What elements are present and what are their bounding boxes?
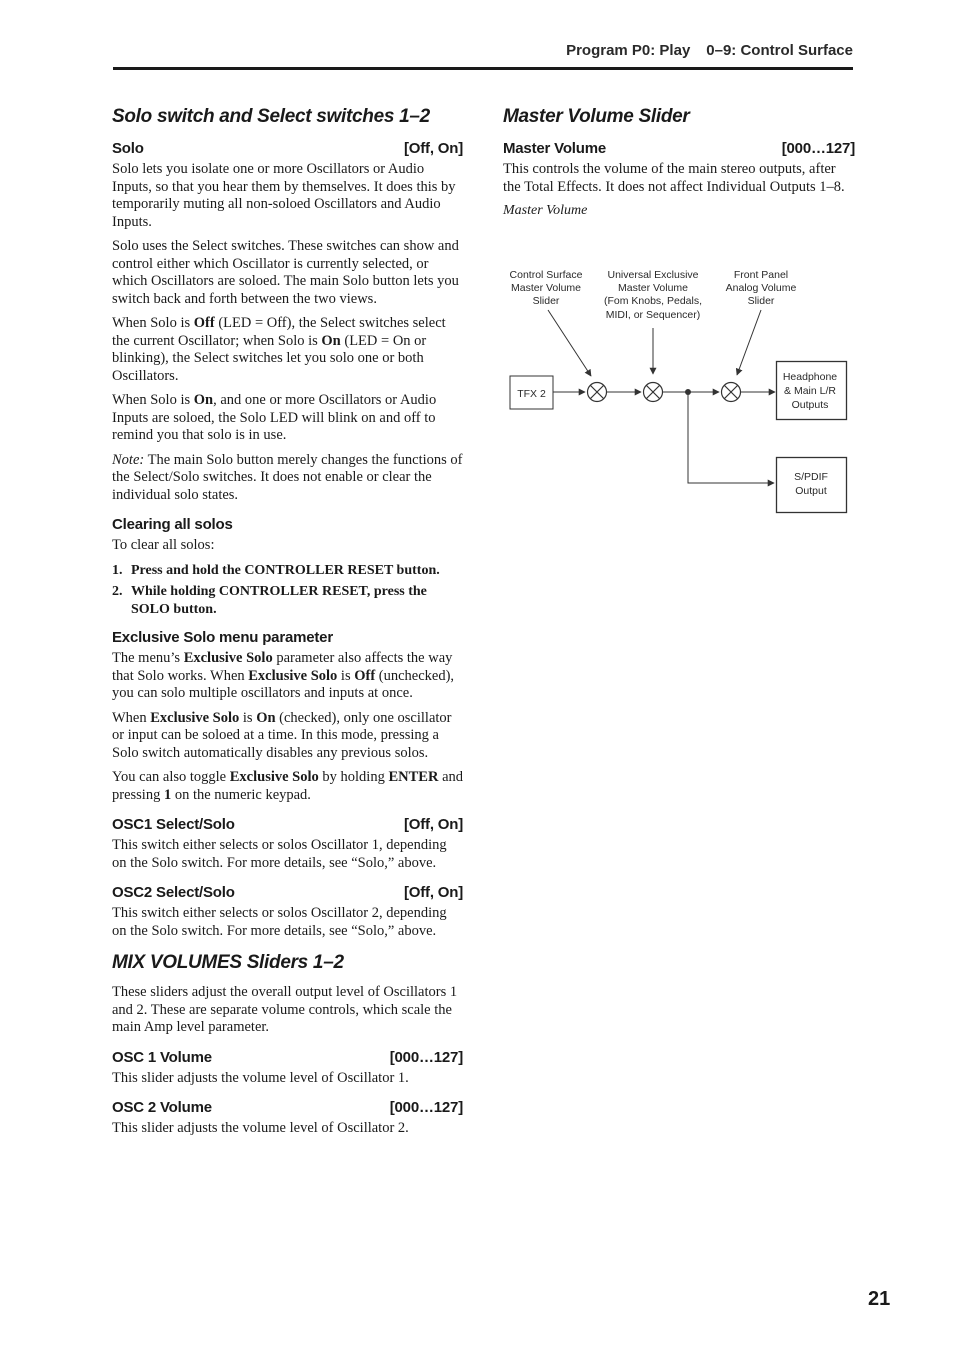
note-label: Note: (112, 451, 145, 468)
text-run: (unchecked), you can solo multiple oscillators and inputs at once. (112, 667, 455, 701)
solo-paragraph-3 (112, 315, 463, 385)
diagram-label-line: Master Volume (510, 282, 582, 294)
text-run: (checked), only one oscillator or input can be soloed at a time. In this mode, pressing a Solo switch automatically disables any previous solos. (112, 709, 452, 761)
osc1-select-heading (112, 816, 463, 833)
text-run: and pressing (112, 769, 463, 803)
clearing-heading (112, 516, 463, 533)
exclusive-heading (112, 629, 463, 646)
output-label-line: Outputs (791, 399, 829, 411)
bold-run: 1 (163, 786, 172, 803)
param-name: OSC1 Select/Solo (112, 816, 235, 833)
bold-run: Exclusive Solo (229, 769, 319, 785)
label-control-surface (510, 269, 583, 307)
output-label-line: S/PDIF (794, 471, 828, 483)
solo-param-heading (112, 140, 463, 157)
text-run: is (239, 709, 257, 726)
clearing-intro: To clear all solos: (112, 537, 215, 553)
clearing-steps (112, 562, 463, 619)
param-name: Solo (112, 140, 144, 157)
solo-paragraph-1: Solo lets you isolate one or more Oscillators or Audio Inputs, so that you hear them by themselves. It does this by temporarily muting all non-soloed Oscillators and Audio Inputs. (112, 161, 456, 230)
osc2-select-text: This switch either selects or solos Oscillator 2, depending on the Solo switch. For more details, see “Solo,” above. (112, 905, 447, 939)
output-label-line: Headphone (782, 371, 838, 383)
diagram-label-line: Front Panel (733, 269, 789, 281)
arrow-control-surface (548, 310, 591, 376)
page-number: 21 (868, 1288, 891, 1310)
text-run: , and one or more Oscillators or Audio Inputs are soloed, the Solo LED will blink on and off to remind you that solo is in use. (112, 392, 437, 443)
bold-run: ENTER (388, 769, 439, 785)
step-text: While holding CONTROLLER RESET, press the SOLO button. (131, 584, 427, 617)
diagram-label-line: Slider (747, 295, 775, 307)
param-range: [000…127] (781, 140, 855, 157)
diagram-label-line: Master Volume (617, 282, 689, 294)
solo-section-heading: Solo switch and Select switches 1–2 (112, 106, 430, 127)
solo-note (112, 452, 463, 505)
text-run: (LED = Off), the Select switches select the current Oscillator; when Solo is (112, 315, 446, 349)
step-text: Press and hold the CONTROLLER RESET button. (131, 562, 440, 578)
solo-paragraph-2: Solo uses the Select switches. These switches can show and control either which Oscillator is currently selected, or which Oscillators are soloed. The main Solo button lets you switch back and forth between the two views. (112, 238, 459, 307)
param-name: Clearing all solos (112, 516, 233, 533)
param-range: [Off, On] (403, 140, 463, 157)
diagram-label-line: (Fom Knobs, Pedals, (603, 295, 703, 307)
master-text: This controls the volume of the main stereo outputs, after the Total Effects. It does not affect Individual Outputs 1–8. (503, 161, 845, 195)
multiplier-icon (588, 383, 607, 402)
text-run: When Solo is (112, 392, 194, 408)
step-item (112, 562, 463, 580)
param-range: [000…127] (389, 1048, 463, 1066)
multiplier-icon (722, 383, 741, 402)
step-item (112, 583, 463, 618)
header-chapter: Program P0: Play (566, 42, 691, 59)
text-run: on the numeric keypad. (171, 786, 311, 803)
master-param-heading (503, 140, 855, 157)
bold-run: Exclusive Solo (150, 709, 240, 726)
text-run: When (112, 709, 151, 726)
page-header (113, 42, 853, 64)
param-name: OSC2 Select/Solo (112, 884, 235, 901)
spdif-branch-line (688, 392, 774, 483)
label-front-panel (726, 269, 797, 307)
bold-run: Exclusive Solo (183, 650, 273, 666)
diagram-caption: Master Volume (503, 203, 588, 218)
text-run: When Solo is (112, 315, 194, 331)
text-run: (LED = On or blinking), the Select switches let you solo one or both Oscillators. (112, 332, 427, 384)
label-universal-exclusive (604, 269, 702, 321)
bold-run: Off (193, 315, 215, 331)
param-name: OSC 2 Volume (112, 1099, 212, 1116)
header-rule (113, 67, 853, 70)
diagram-label-line: Universal Exclusive (607, 269, 699, 281)
left-column (112, 106, 463, 1145)
param-name: Exclusive Solo menu parameter (112, 629, 333, 646)
param-name: OSC 1 Volume (112, 1048, 212, 1066)
right-column (503, 106, 855, 227)
mix-section-heading: MIX VOLUMES Sliders 1–2 (112, 952, 344, 973)
osc1-volume-text: This slider adjusts the volume level of Oscillator 1. (112, 1069, 409, 1086)
diagram-label-line: Slider (532, 295, 560, 307)
diagram-label-line: Analog Volume (725, 282, 797, 294)
master-volume-diagram (503, 258, 863, 520)
text-run: parameter also affects the way that Solo works. When (112, 650, 453, 684)
osc2-volume-text: This slider adjusts the volume level of Oscillator 2. (112, 1120, 409, 1136)
param-name: Master Volume (503, 140, 606, 157)
exclusive-paragraph-1 (112, 650, 463, 703)
bold-run: On (321, 332, 341, 349)
output-label-line: Output (795, 485, 827, 497)
param-range: [000…127] (389, 1099, 463, 1116)
param-range: [Off, On] (403, 816, 463, 833)
osc2-volume-heading (112, 1099, 463, 1116)
osc1-volume-heading (112, 1049, 463, 1066)
diagram-label-line: Control Surface (509, 269, 583, 281)
param-range: [Off, On] (403, 884, 463, 901)
osc2-select-heading (112, 884, 463, 901)
tfx2-label: TFX 2 (517, 388, 546, 400)
diagram-label-line: MIDI, or Sequencer) (605, 309, 701, 321)
step-number: 1. (112, 562, 123, 578)
bold-run: On (256, 709, 276, 726)
text-run: is (337, 667, 355, 684)
master-section-heading: Master Volume Slider (503, 106, 690, 127)
text-run: by holding (318, 769, 389, 785)
solo-paragraph-4 (112, 392, 463, 445)
exclusive-paragraph-2 (112, 710, 463, 763)
output-label-line: & Main L/R (784, 385, 836, 397)
text-run: You can also toggle (112, 769, 230, 785)
note-text: The main Solo button merely changes the functions of the Select/Solo switches. It does not enable or clear the individual solo states. (112, 451, 463, 503)
bold-run: Exclusive Solo (248, 667, 338, 684)
arrow-front-panel (737, 310, 761, 375)
osc1-select-text: This switch either selects or solos Oscillator 1, depending on the Solo switch. For more details, see “Solo,” above. (112, 837, 447, 871)
bold-run: On (193, 392, 214, 408)
bold-run: Off (354, 667, 376, 684)
header-section: 0–9: Control Surface (706, 42, 853, 59)
exclusive-paragraph-3 (112, 769, 463, 804)
mix-text: These sliders adjust the overall output level of Oscillators 1 and 2. These are separate volume controls, which scale the main Amp level parameter. (112, 984, 458, 1035)
text-run: The menu’s (112, 650, 184, 666)
multiplier-icon (644, 383, 663, 402)
step-number: 2. (112, 584, 123, 599)
